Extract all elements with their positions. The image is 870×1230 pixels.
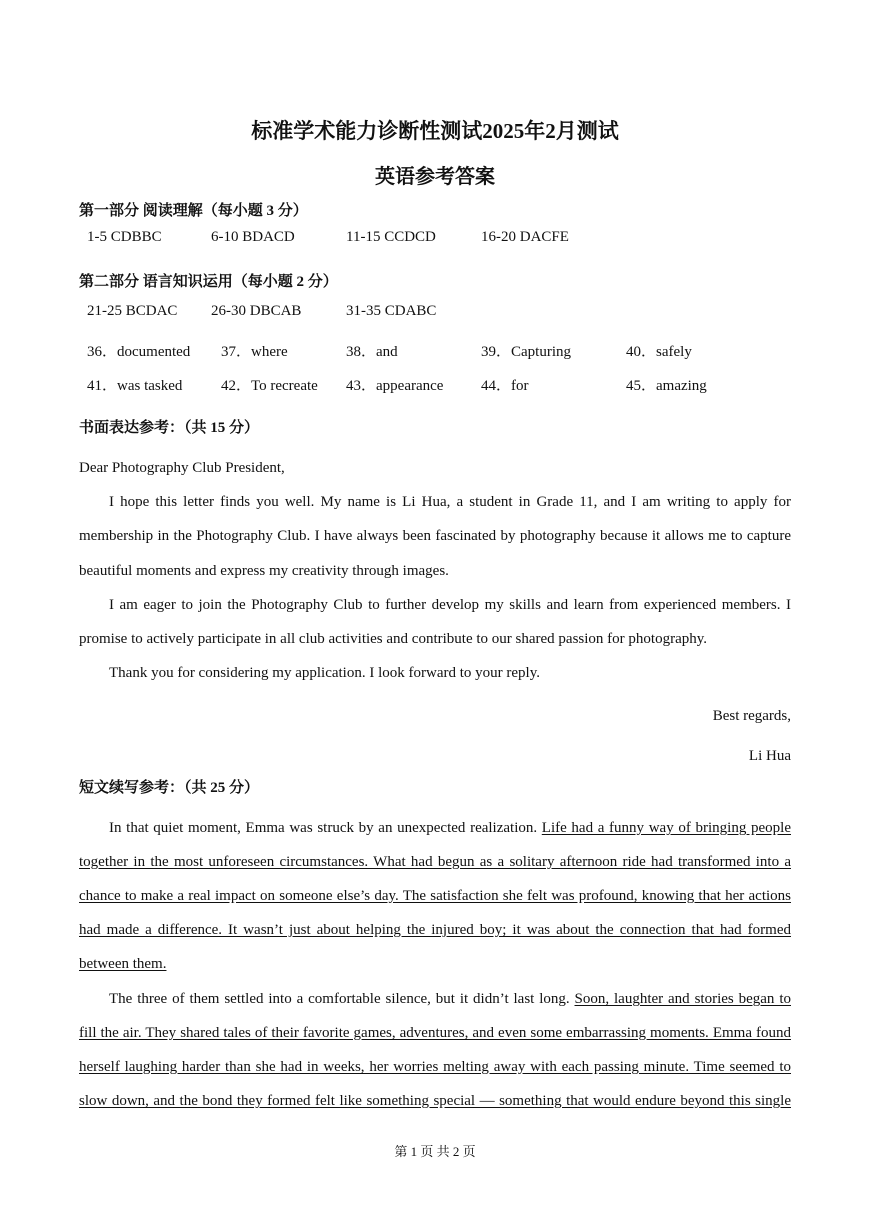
document-title: 标准学术能力诊断性测试2025年2月测试 [251, 119, 619, 143]
letter-line: Thank you for considering my application. I look forward to your reply. [109, 665, 541, 681]
story-line: chance to make a real impact on someone else’s day. The satisfaction she felt was profound, knowing that her actions [79, 888, 791, 904]
fill-answer: 39．Capturing [481, 344, 571, 360]
fill-answer: 45．amazing [626, 378, 707, 394]
story-line: fill the air. They shared tales of their favorite games, adventures, and even some embarrassing moments. Emma found [79, 1025, 791, 1041]
letter-salutation: Dear Photography Club President, [79, 460, 285, 476]
answer-group: 11-15 CCDCD [346, 229, 436, 245]
letter-signature: Li Hua [748, 748, 791, 764]
page-footer: 第 1 页 共 2 页 [394, 1144, 476, 1159]
story-line: between them. [79, 956, 167, 972]
answer-group: 21-25 BCDAC [87, 303, 178, 319]
answer-group: 31-35 CDABC [346, 303, 437, 319]
letter-line: I hope this letter finds you well. My name is Li Hua, a student in Grade 11, and I am writing to apply for [109, 494, 791, 510]
fill-answer: 36．documented [87, 344, 191, 360]
writing-heading: 书面表达参考：（共 15 分） [79, 420, 260, 436]
story-line: In that quiet moment, Emma was struck by an unexpected realization. Life had a funny way of bringing people [109, 820, 791, 836]
story-line: slow down, and the bond they formed felt like something special — something that would endure beyond this single [79, 1093, 791, 1109]
letter-line: I am eager to join the Photography Club to further develop my skills and learn from experienced members. I [109, 597, 791, 613]
document-subtitle: 英语参考答案 [375, 166, 495, 188]
story-line: had made a difference. It wasn’t just about helping the injured boy; it was about the connection that had formed [79, 922, 791, 938]
story-line: herself laughing harder than she had in weeks, her worries melting away with each passing minute. Time seemed to [79, 1059, 791, 1075]
fill-answer: 42．To recreate [221, 378, 318, 394]
fill-answer: 37．where [221, 344, 288, 360]
story-line: The three of them settled into a comfortable silence, but it didn’t last long. Soon, laughter and stories began to [109, 991, 791, 1007]
fill-answer: 41．was tasked [87, 378, 183, 394]
answer-group: 6-10 BDACD [211, 229, 295, 245]
letter-closing: Best regards, [712, 708, 791, 724]
fill-answer: 38．and [346, 344, 398, 360]
fill-answer: 44．for [481, 378, 529, 394]
fill-answer: 40．safely [626, 344, 692, 360]
letter-line: membership in the Photography Club. I have always been fascinated by photography because it allows me to capture [79, 528, 791, 544]
part2-heading: 第二部分 语言知识运用（每小题 2 分） [79, 274, 338, 290]
continuation-heading: 短文续写参考：（共 25 分） [79, 780, 260, 796]
answer-group: 26-30 DBCAB [211, 303, 302, 319]
fill-answer: 43．appearance [346, 378, 444, 394]
story-line: together in the most unforeseen circumstances. What had begun as a solitary afternoon ride had transformed into a [79, 854, 791, 870]
part1-heading: 第一部分 阅读理解（每小题 3 分） [79, 203, 308, 219]
letter-line: beautiful moments and express my creativity through images. [79, 563, 449, 579]
answer-group: 16-20 DACFE [481, 229, 569, 245]
letter-line: promise to actively participate in all club activities and contribute to our shared passion for photography. [79, 631, 708, 647]
answer-group: 1-5 CDBBC [87, 229, 162, 245]
